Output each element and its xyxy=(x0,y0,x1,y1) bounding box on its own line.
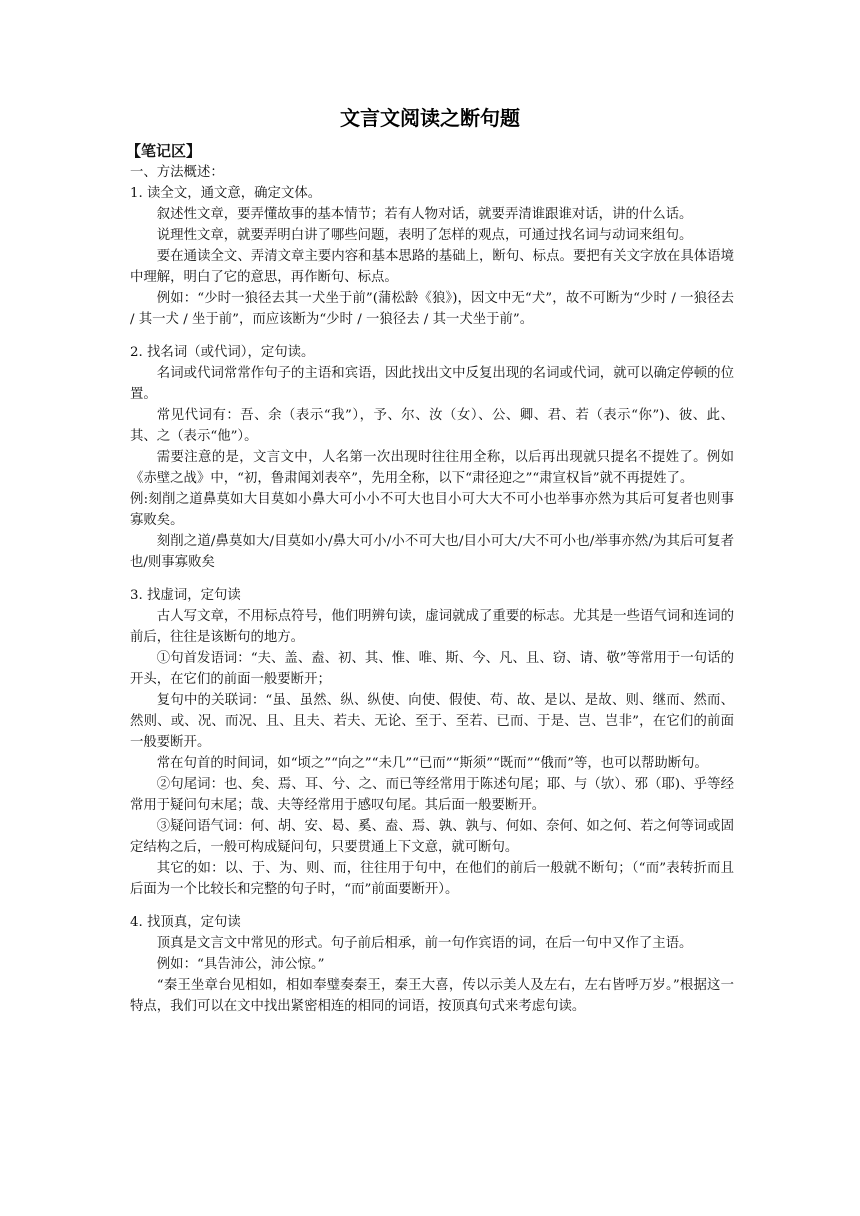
paragraph: 常见代词有：吾、余（表示“我”），予、尔、汝（女）、公、卿、君、若（表示“你”)、彼、此、其、之（表示“他”）。 xyxy=(130,408,734,444)
paragraph: 名词或代词常常作句子的主语和宾语，因此找出文中反复出现的名词或代词，就可以确定停顿的位置。 xyxy=(130,366,734,402)
paragraph: “秦王坐章台见相如，相如奉璧奏秦王，秦王大喜，传以示美人及左右，左右皆呼万岁。”根据这一特点，我们可以在文中找出紧密相连的相同的词语，按顶真句式来考虑句读。 xyxy=(130,978,734,1014)
paragraph: 叙述性文章，要弄懂故事的基本情节；若有人物对话，就要弄清谁跟谁对话，讲的什么话。 xyxy=(156,207,693,222)
paragraph: 顶真是文言文中常见的形式。句子前后相承，前一句作宾语的词，在后一句中又作了主语。 xyxy=(156,936,693,951)
example-text: 例:刻削之道鼻莫如大目莫如小鼻大可小小不可大也目小可大大不可小也举事亦然为其后可复者也则事寡败矣。 xyxy=(130,492,734,528)
paragraph: 说理性文章，就要弄明白讲了哪些问题，表明了怎样的观点，可通过找名词与动词来组句。 xyxy=(156,228,693,243)
document-body xyxy=(126,140,734,1017)
section-1-heading: 1. 读全文，通文意，确定文体。 xyxy=(130,186,322,201)
paragraph: 古人写文章，不用标点符号，他们明辨句读，虚词就成了重要的标志。尤其是一些语气词和连词的前后，往往是该断句的地方。 xyxy=(130,609,734,645)
page-title: 文言文阅读之断句题 xyxy=(340,106,520,130)
paragraph: 常在句首的时间词，如“顷之”“向之”“未几”“已而”“斯须”“既而”“俄而”等，也可以帮助断句。 xyxy=(156,756,708,771)
paragraph: ①句首发语词：“夫、盖、盍、初、其、惟、唯、斯、今、凡、且、窃、请、敬”等常用于一句话的开头，在它们的前面一般要断开； xyxy=(130,651,734,687)
paragraph: 要在通读全文、弄清文章主要内容和基本思路的基础上，断句、标点。要把有关文字放在具体语境中理解，明白了它的意思，再作断句、标点。 xyxy=(130,249,734,285)
section-3-heading: 3. 找虚词，定句读 xyxy=(130,588,241,603)
section-4-heading: 4. 找顶真，定句读 xyxy=(130,915,241,930)
section-2-heading: 2. 找名词（或代词），定句读。 xyxy=(130,345,315,360)
paragraph: ②句尾词：也、矣、焉、耳、兮、之、而已等经常用于陈述句尾；耶、与（欤）、邪（耶)、乎等经常用于疑问句末尾；哉、夫等经常用于感叹句尾。其后面一般要断开。 xyxy=(130,777,734,813)
paragraph: 例如：“具告沛公，沛公惊。” xyxy=(156,957,325,972)
method-heading: 一、方法概述： xyxy=(130,165,224,180)
paragraph: 其它的如：以、于、为、则、而，往往用于句中，在他们的前后一般就不断句；（“而”表转折而且后面为一个比较长和完整的句子时，“而”前面要断开）。 xyxy=(130,861,734,897)
notes-label: 【笔记区】 xyxy=(126,142,202,160)
paragraph: 复句中的关联词：“虽、虽然、纵、纵使、向使、假使、苟、故、是以、是故、则、继而、然而、然则、或、况、而况、且、且夫、若夫、无论、至于、至若、已而、于是、岂、岂非”，在它们的前面一般要断开。 xyxy=(130,693,734,750)
example-answer: 刻削之道/鼻莫如大/目莫如小/鼻大可小/小不可大也/目小可大/大不可小也/举事亦然/为其后可复者也/则事寡败矣 xyxy=(130,534,734,570)
paragraph: 例如：“少时一狼径去其一犬坐于前”(蒲松龄《狼》)，因文中无“犬”，故不可断为“少时 / 一狼径去 / 其一犬 / 坐于前”，而应该断为“少时 / 一狼径去 / 其一犬坐于前”。 xyxy=(130,291,734,327)
paragraph: ③疑问语气词：何、胡、安、曷、奚、盍、焉、孰、孰与、何如、奈何、如之何、若之何等词或固定结构之后，一般可构成疑问句，只要贯通上下文意，就可断句。 xyxy=(130,819,734,855)
paragraph: 需要注意的是，文言文中，人名第一次出现时往往用全称，以后再出现就只提名不提姓了。例如《赤壁之战》中，“初，鲁肃闻刘表卒”，先用全称，以下“肃径迎之”“肃宣权旨”就不再提姓了。 xyxy=(130,450,734,486)
